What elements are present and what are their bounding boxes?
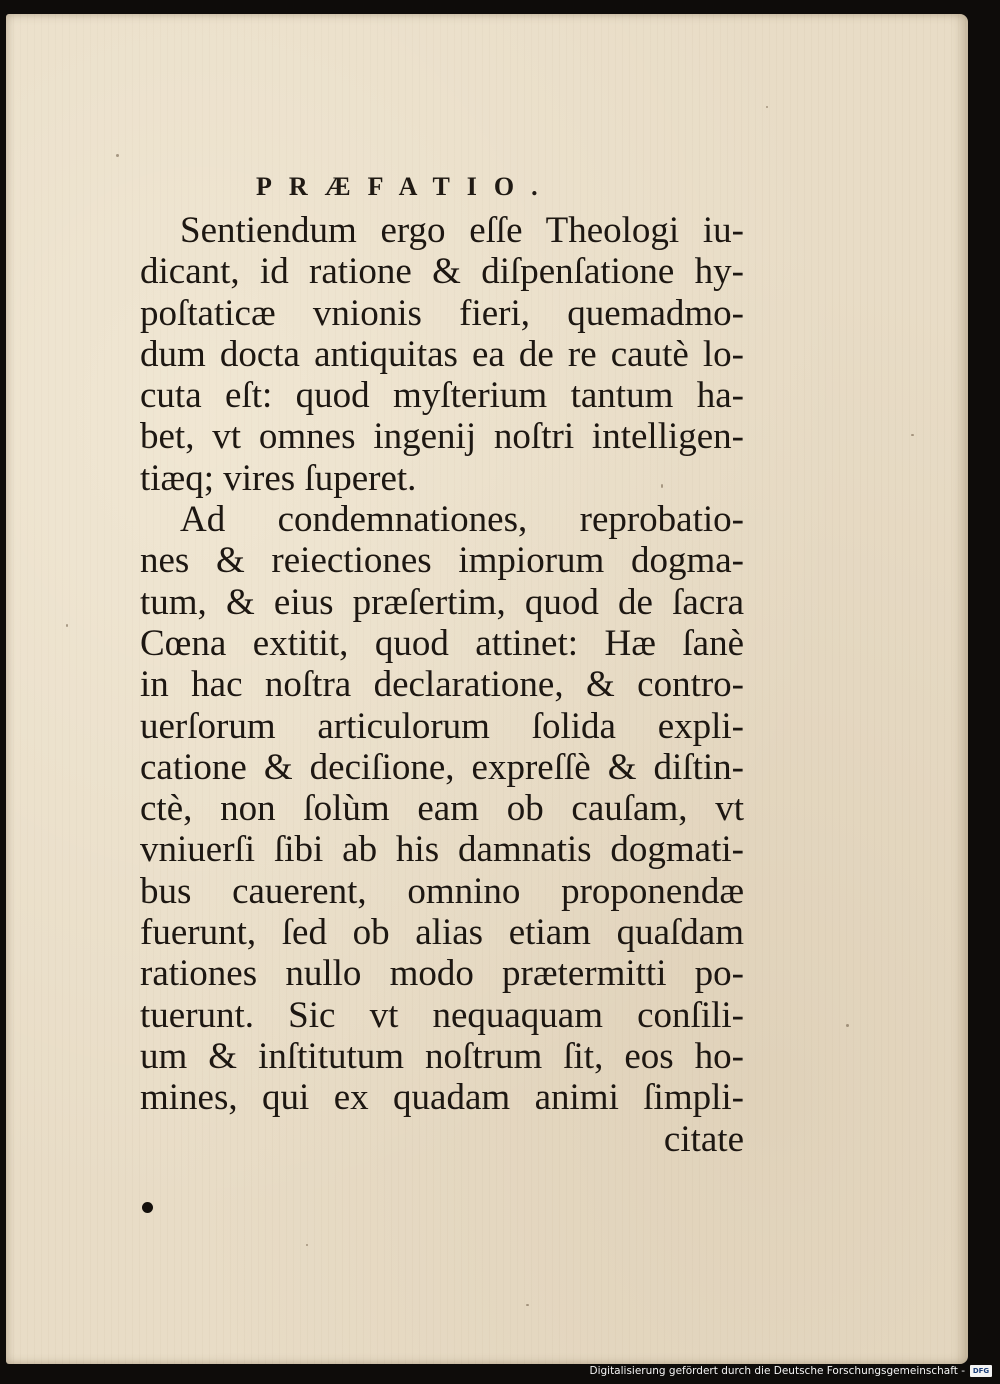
text-line: in hac noſtra declaratione, & contro- — [140, 664, 744, 706]
dfg-logo-icon: DFG — [970, 1365, 992, 1377]
text-line: fuerunt, ſed ob alias etiam quaſdam — [140, 912, 744, 954]
paper-speck — [846, 1024, 849, 1027]
text-line: Sentiendum ergo eſſe Theologi iu- — [180, 210, 744, 251]
text-line: Ad condemnationes, reprobatio- — [180, 499, 744, 541]
text-line: rationes nullo modo prætermitti po- — [140, 953, 744, 995]
text-line: catione & deciſione, expreſſè & diſtin- — [140, 746, 744, 788]
text-line: tuerunt. Sic vt nequaquam conſili- — [140, 994, 744, 1036]
paper-speck — [911, 434, 914, 436]
text-line: bet, vt omnes ingenij noſtri intelligen- — [140, 416, 744, 458]
text-line: Cœna extitit, quod attinet: Hæ ſanè — [140, 622, 744, 664]
text-line: tum, & eius præſertim, quod de ſacra — [140, 581, 744, 623]
ink-dot — [142, 1202, 153, 1213]
text-line: dicant, id ratione & diſpenſatione hy- — [140, 251, 744, 293]
footer-credit: Digitalisierung gefördert durch die Deutsche Forschungsgemeinschaft - — [589, 1365, 965, 1377]
paper-speck — [116, 154, 119, 157]
paper-speck — [306, 1244, 308, 1246]
text-line: nes & reiectiones impiorum dogma- — [140, 540, 744, 582]
text-line: tiæq; vires ſuperet. — [140, 457, 417, 499]
book-page — [6, 14, 968, 1364]
text-line: uerſorum articulorum ſolida expli- — [140, 705, 744, 747]
text-line: ctè, non ſolùm eam ob cauſam, vt — [140, 788, 744, 830]
text-line: bus cauerent, omnino proponendæ — [140, 870, 744, 912]
paper-speck — [66, 624, 68, 627]
text-line: vniuerſi ſibi ab his damnatis dogmati- — [140, 829, 744, 871]
paper-speck — [766, 106, 768, 108]
catchword: citate — [663, 1118, 744, 1160]
text-line: dum docta antiquitas ea de re cautè lo- — [140, 333, 744, 375]
body-text — [140, 210, 744, 1160]
text-line: um & inſtitutum noſtrum ſit, eos ho- — [140, 1035, 744, 1077]
digitization-footer — [589, 1364, 992, 1378]
paper-speck — [526, 1304, 529, 1306]
running-head: PRÆFATIO. — [256, 172, 555, 201]
text-line: poſtaticæ vnionis fieri, quemadmo- — [140, 292, 744, 334]
text-line: mines, qui ex quadam animi ſimpli- — [140, 1077, 744, 1119]
text-line: cuta eſt: quod myſterium tantum ha- — [140, 375, 744, 417]
